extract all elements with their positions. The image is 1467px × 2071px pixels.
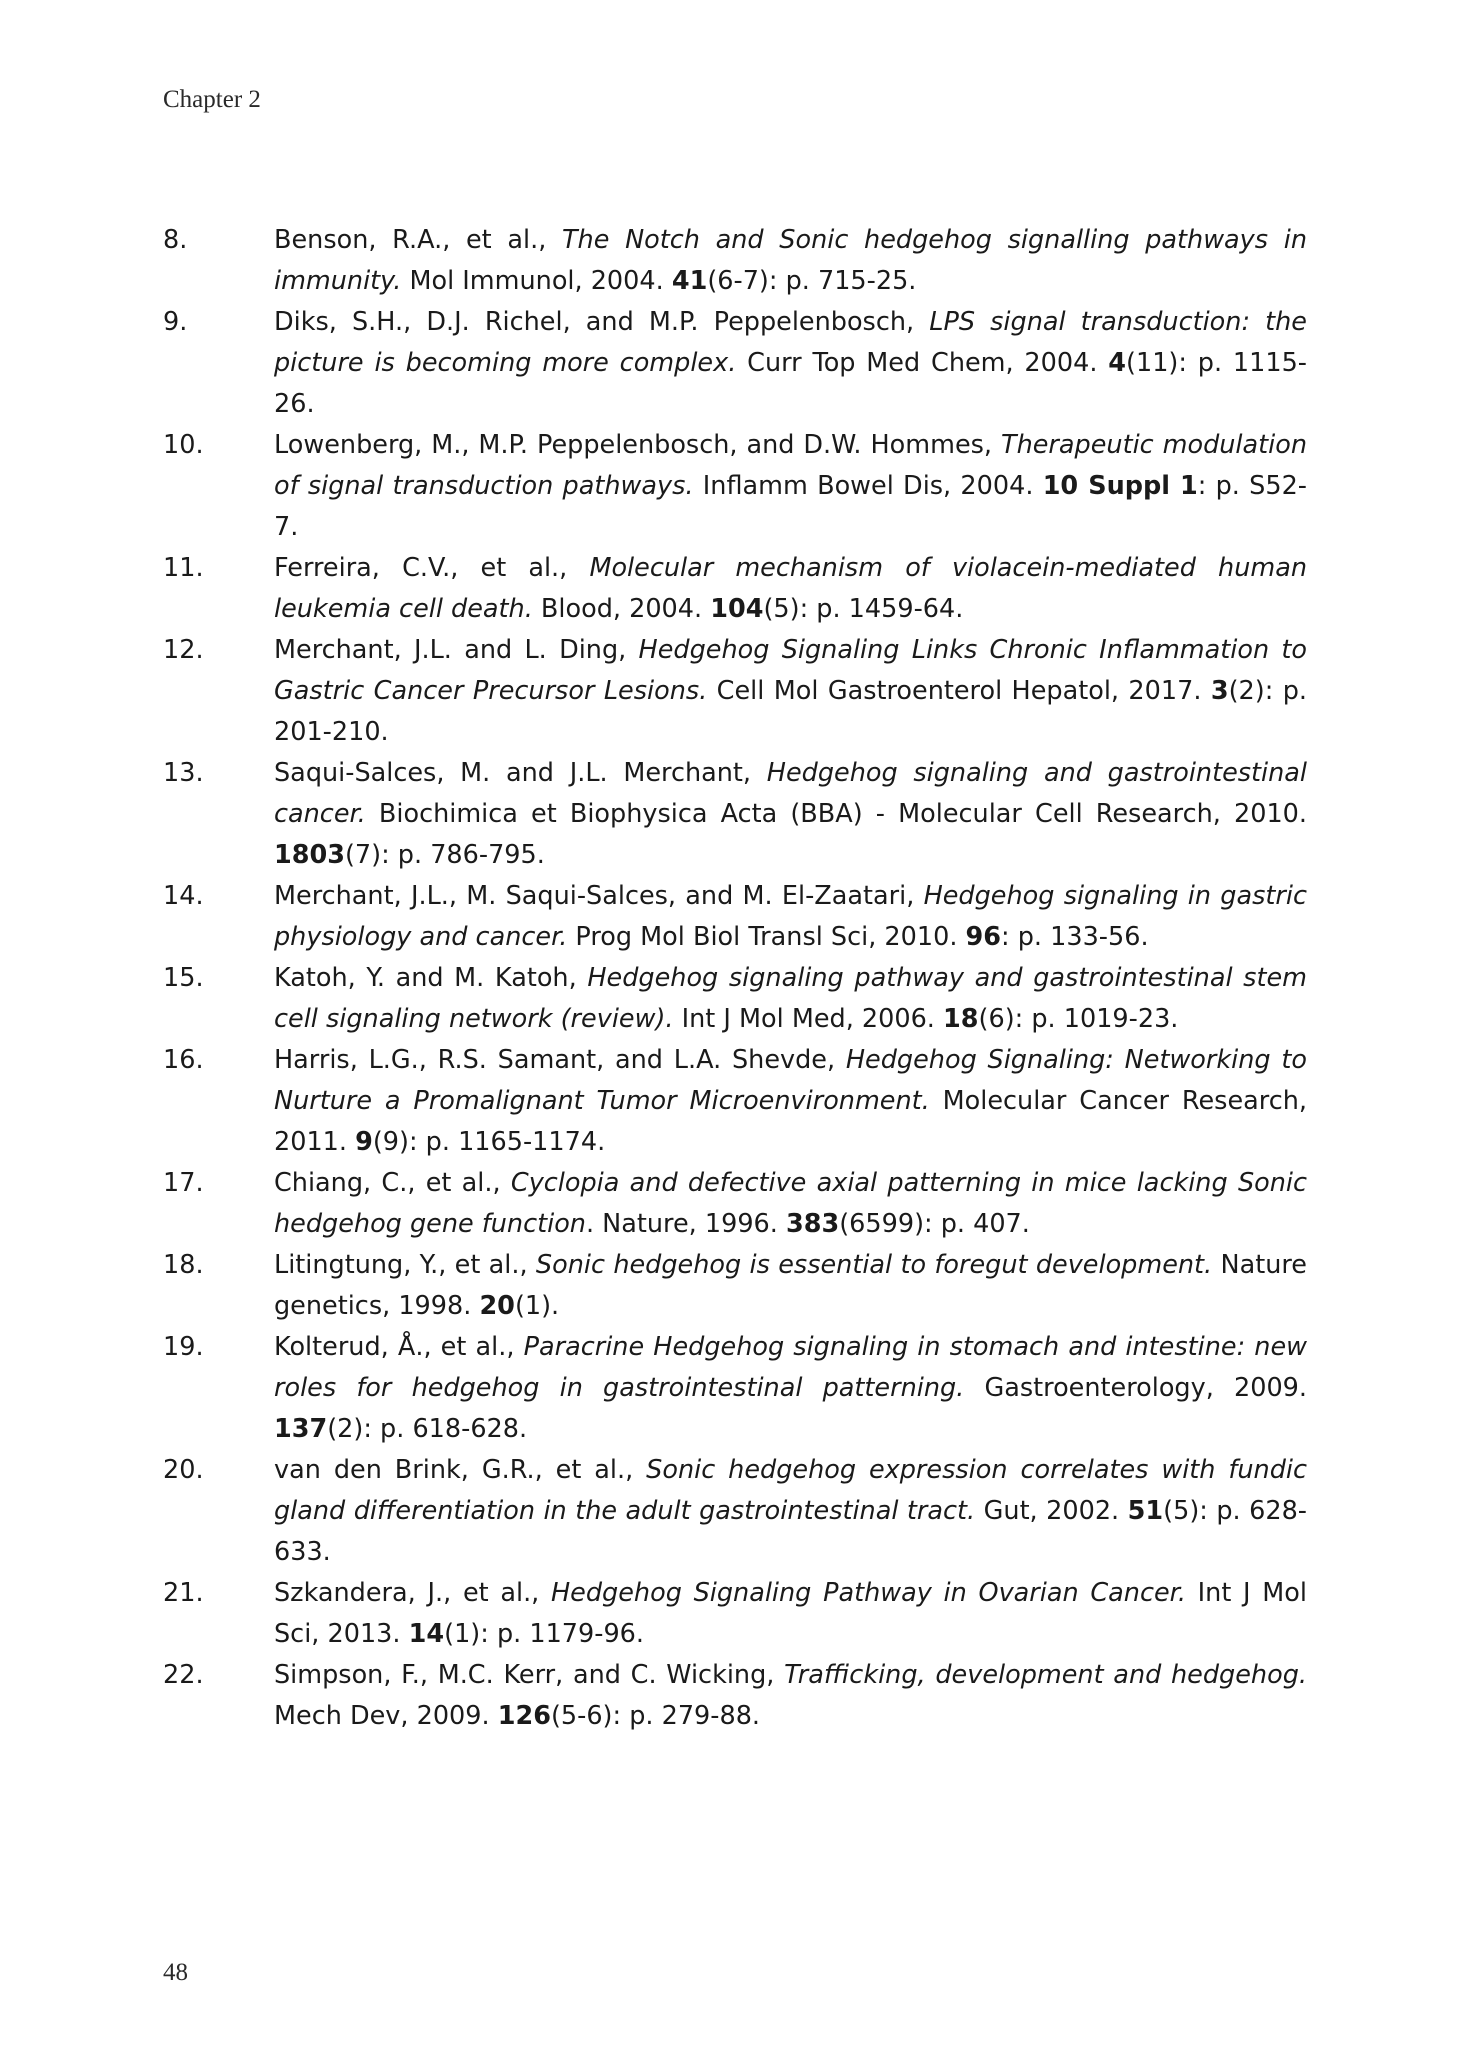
reference-segment: (1).	[514, 1291, 560, 1321]
reference-segment: Mech Dev, 2009.	[274, 1701, 498, 1731]
reference-title: Hedgehog Signaling Pathway in Ovarian Cancer.	[551, 1578, 1186, 1608]
page-number: 48	[163, 1959, 188, 1986]
reference-segment: (2): p. 201-210.	[274, 676, 1307, 747]
reference-volume: 51	[1127, 1496, 1164, 1526]
reference-entry	[163, 876, 1307, 958]
reference-entry	[163, 1040, 1307, 1163]
reference-text	[274, 958, 1307, 1040]
reference-volume: 9	[355, 1127, 373, 1157]
reference-title: Sonic hedgehog is essential to foregut development.	[535, 1250, 1213, 1280]
reference-segment: Merchant, J.L., M. Saqui-Salces, and M. El-Zaatari,	[274, 881, 924, 911]
reference-segment: (7): p. 786-795.	[344, 840, 545, 870]
reference-title: The Notch and Sonic hedgehog signalling pathways in immunity.	[274, 225, 1307, 296]
reference-title: Trafficking, development and hedgehog.	[784, 1660, 1307, 1690]
running-head: Chapter 2	[163, 86, 261, 113]
reference-segment: (5-6): p. 279-88.	[550, 1701, 761, 1731]
reference-segment: Litingtung, Y., et al.,	[274, 1250, 536, 1280]
reference-entry	[163, 630, 1307, 753]
reference-title: Paracrine Hedgehog signaling in stomach and intestine: new roles for hedgehog in gastrointestinal patterning.	[274, 1332, 1308, 1403]
reference-volume: 14	[408, 1619, 445, 1649]
reference-segment: Kolterud, Å., et al.,	[274, 1332, 524, 1362]
reference-volume: 10 Suppl 1	[1042, 471, 1198, 501]
reference-segment: Curr Top Med Chem, 2004.	[736, 348, 1109, 378]
reference-segment: Int J Mol Sci, 2013.	[274, 1578, 1307, 1649]
reference-segment: Ferreira, C.V., et al.,	[274, 553, 590, 583]
reference-segment: Inflamm Bowel Dis, 2004.	[693, 471, 1043, 501]
reference-text	[274, 1655, 1307, 1737]
reference-segment: van den Brink, G.R., et al.,	[274, 1455, 647, 1485]
reference-volume: 4	[1108, 348, 1127, 378]
reference-title: Hedgehog Signaling: Networking to Nurture a Promalignant Tumor Microenvironment.	[274, 1045, 1307, 1116]
reference-entry	[163, 548, 1307, 630]
reference-segment: Harris, L.G., R.S. Samant, and L.A. Shevde,	[274, 1045, 846, 1075]
reference-segment: Molecular Cancer Research, 2011.	[274, 1086, 1307, 1157]
reference-title: Molecular mechanism of violacein-mediated human leukemia cell death.	[274, 553, 1307, 624]
reference-title: Hedgehog signaling in gastric physiology and cancer.	[274, 881, 1307, 952]
reference-number: 8.	[163, 225, 188, 255]
reference-segment: Katoh, Y. and M. Katoh,	[274, 963, 588, 993]
reference-segment: Cell Mol Gastroenterol Hepatol, 2017.	[707, 676, 1211, 706]
reference-segment: (9): p. 1165-1174.	[372, 1127, 606, 1157]
reference-segment: (6599): p. 407.	[839, 1209, 1030, 1239]
reference-entry	[163, 425, 1307, 548]
reference-segment: : p. S52-7.	[274, 471, 1307, 542]
reference-number: 18.	[163, 1250, 204, 1280]
reference-text	[274, 425, 1307, 548]
reference-number: 16.	[163, 1045, 204, 1075]
reference-text	[274, 1450, 1307, 1573]
reference-text	[274, 1573, 1307, 1655]
reference-segment: Benson, R.A., et al.,	[274, 225, 562, 255]
reference-title: LPS signal transduction: the picture is becoming more complex.	[274, 307, 1307, 378]
reference-title: Hedgehog signaling and gastrointestinal cancer.	[274, 758, 1307, 829]
reference-title: Sonic hedgehog expression correlates with fundic gland differentiation in the adult gastrointestinal tract.	[274, 1455, 1307, 1526]
reference-text	[274, 753, 1307, 876]
reference-segment: . Nature, 1996.	[585, 1209, 786, 1239]
reference-segment: Biochimica et Biophysica Acta (BBA) - Molecular Cell Research, 2010.	[365, 799, 1307, 829]
reference-title: Hedgehog signaling pathway and gastrointestinal stem cell signaling network (review).	[274, 963, 1307, 1034]
reference-entry	[163, 958, 1307, 1040]
reference-volume: 3	[1210, 676, 1229, 706]
reference-title: Cyclopia and defective axial patterning in mice lacking Sonic hedgehog gene function	[274, 1168, 1307, 1239]
reference-segment: Gastroenterology, 2009.	[964, 1373, 1307, 1403]
reference-volume: 383	[785, 1209, 840, 1239]
reference-volume: 20	[479, 1291, 515, 1321]
reference-segment: (2): p. 618-628.	[327, 1414, 528, 1444]
reference-text	[274, 1245, 1307, 1327]
reference-text	[274, 630, 1307, 753]
reference-volume: 41	[671, 266, 708, 296]
reference-segment: Prog Mol Biol Transl Sci, 2010.	[567, 922, 966, 952]
reference-segment: Lowenberg, M., M.P. Peppelenbosch, and D.W. Hommes,	[274, 430, 1001, 460]
reference-segment: (1): p. 1179-96.	[444, 1619, 644, 1649]
reference-text	[274, 548, 1307, 630]
reference-segment: (11): p. 1115-26.	[274, 348, 1307, 419]
reference-segment: (6-7): p. 715-25.	[707, 266, 917, 296]
reference-entry	[163, 1245, 1307, 1327]
reference-list	[163, 220, 1307, 1737]
reference-number: 21.	[163, 1578, 204, 1608]
reference-entry	[163, 1573, 1307, 1655]
reference-title: Therapeutic modulation of signal transduction pathways.	[274, 430, 1307, 501]
reference-volume: 126	[497, 1701, 551, 1731]
reference-volume: 96	[965, 922, 1002, 952]
reference-number: 14.	[163, 881, 204, 911]
reference-volume: 18	[943, 1004, 979, 1034]
reference-entry	[163, 1655, 1307, 1737]
reference-text	[274, 220, 1307, 302]
reference-number: 10.	[163, 430, 204, 460]
reference-entry	[163, 302, 1307, 425]
reference-number: 15.	[163, 963, 204, 993]
reference-volume: 137	[274, 1414, 328, 1444]
reference-segment: (5): p. 628-633.	[274, 1496, 1307, 1567]
reference-entry	[163, 1450, 1307, 1573]
reference-number: 17.	[163, 1168, 204, 1198]
reference-number: 13.	[163, 758, 204, 788]
reference-segment: : p. 133-56.	[1001, 922, 1149, 952]
reference-segment: Simpson, F., M.C. Kerr, and C. Wicking,	[274, 1660, 785, 1690]
reference-entry	[163, 220, 1307, 302]
reference-segment: Merchant, J.L. and L. Ding,	[274, 635, 639, 665]
reference-number: 12.	[163, 635, 204, 665]
reference-volume: 104	[710, 594, 764, 624]
reference-number: 22.	[163, 1660, 204, 1690]
reference-text	[274, 1163, 1307, 1245]
reference-text	[274, 876, 1307, 958]
reference-number: 19.	[163, 1332, 204, 1362]
reference-text	[274, 1327, 1307, 1450]
reference-segment: Int J Mol Med, 2006.	[673, 1004, 944, 1034]
reference-segment: (6): p. 1019-23.	[978, 1004, 1179, 1034]
reference-segment: Nature genetics, 1998.	[274, 1250, 1307, 1321]
reference-segment: (5): p. 1459-64.	[763, 594, 964, 624]
reference-number: 20.	[163, 1455, 204, 1485]
reference-text	[274, 1040, 1307, 1163]
reference-segment: Szkandera, J., et al.,	[274, 1578, 551, 1608]
reference-number: 11.	[163, 553, 204, 583]
reference-entry	[163, 753, 1307, 876]
reference-entry	[163, 1163, 1307, 1245]
reference-entry	[163, 1327, 1307, 1450]
reference-segment: Saqui-Salces, M. and J.L. Merchant,	[274, 758, 767, 788]
reference-segment: Blood, 2004.	[532, 594, 711, 624]
reference-number: 9.	[163, 307, 188, 337]
reference-segment: Diks, S.H., D.J. Richel, and M.P. Peppelenbosch,	[274, 307, 930, 337]
reference-title: Hedgehog Signaling Links Chronic Inflammation to Gastric Cancer Precursor Lesions.	[274, 635, 1307, 706]
reference-text	[274, 302, 1307, 425]
reference-volume: 1803	[274, 840, 345, 870]
reference-segment: Chiang, C., et al.,	[274, 1168, 511, 1198]
reference-segment: Gut, 2002.	[975, 1496, 1128, 1526]
reference-segment: Mol Immunol, 2004.	[401, 266, 672, 296]
